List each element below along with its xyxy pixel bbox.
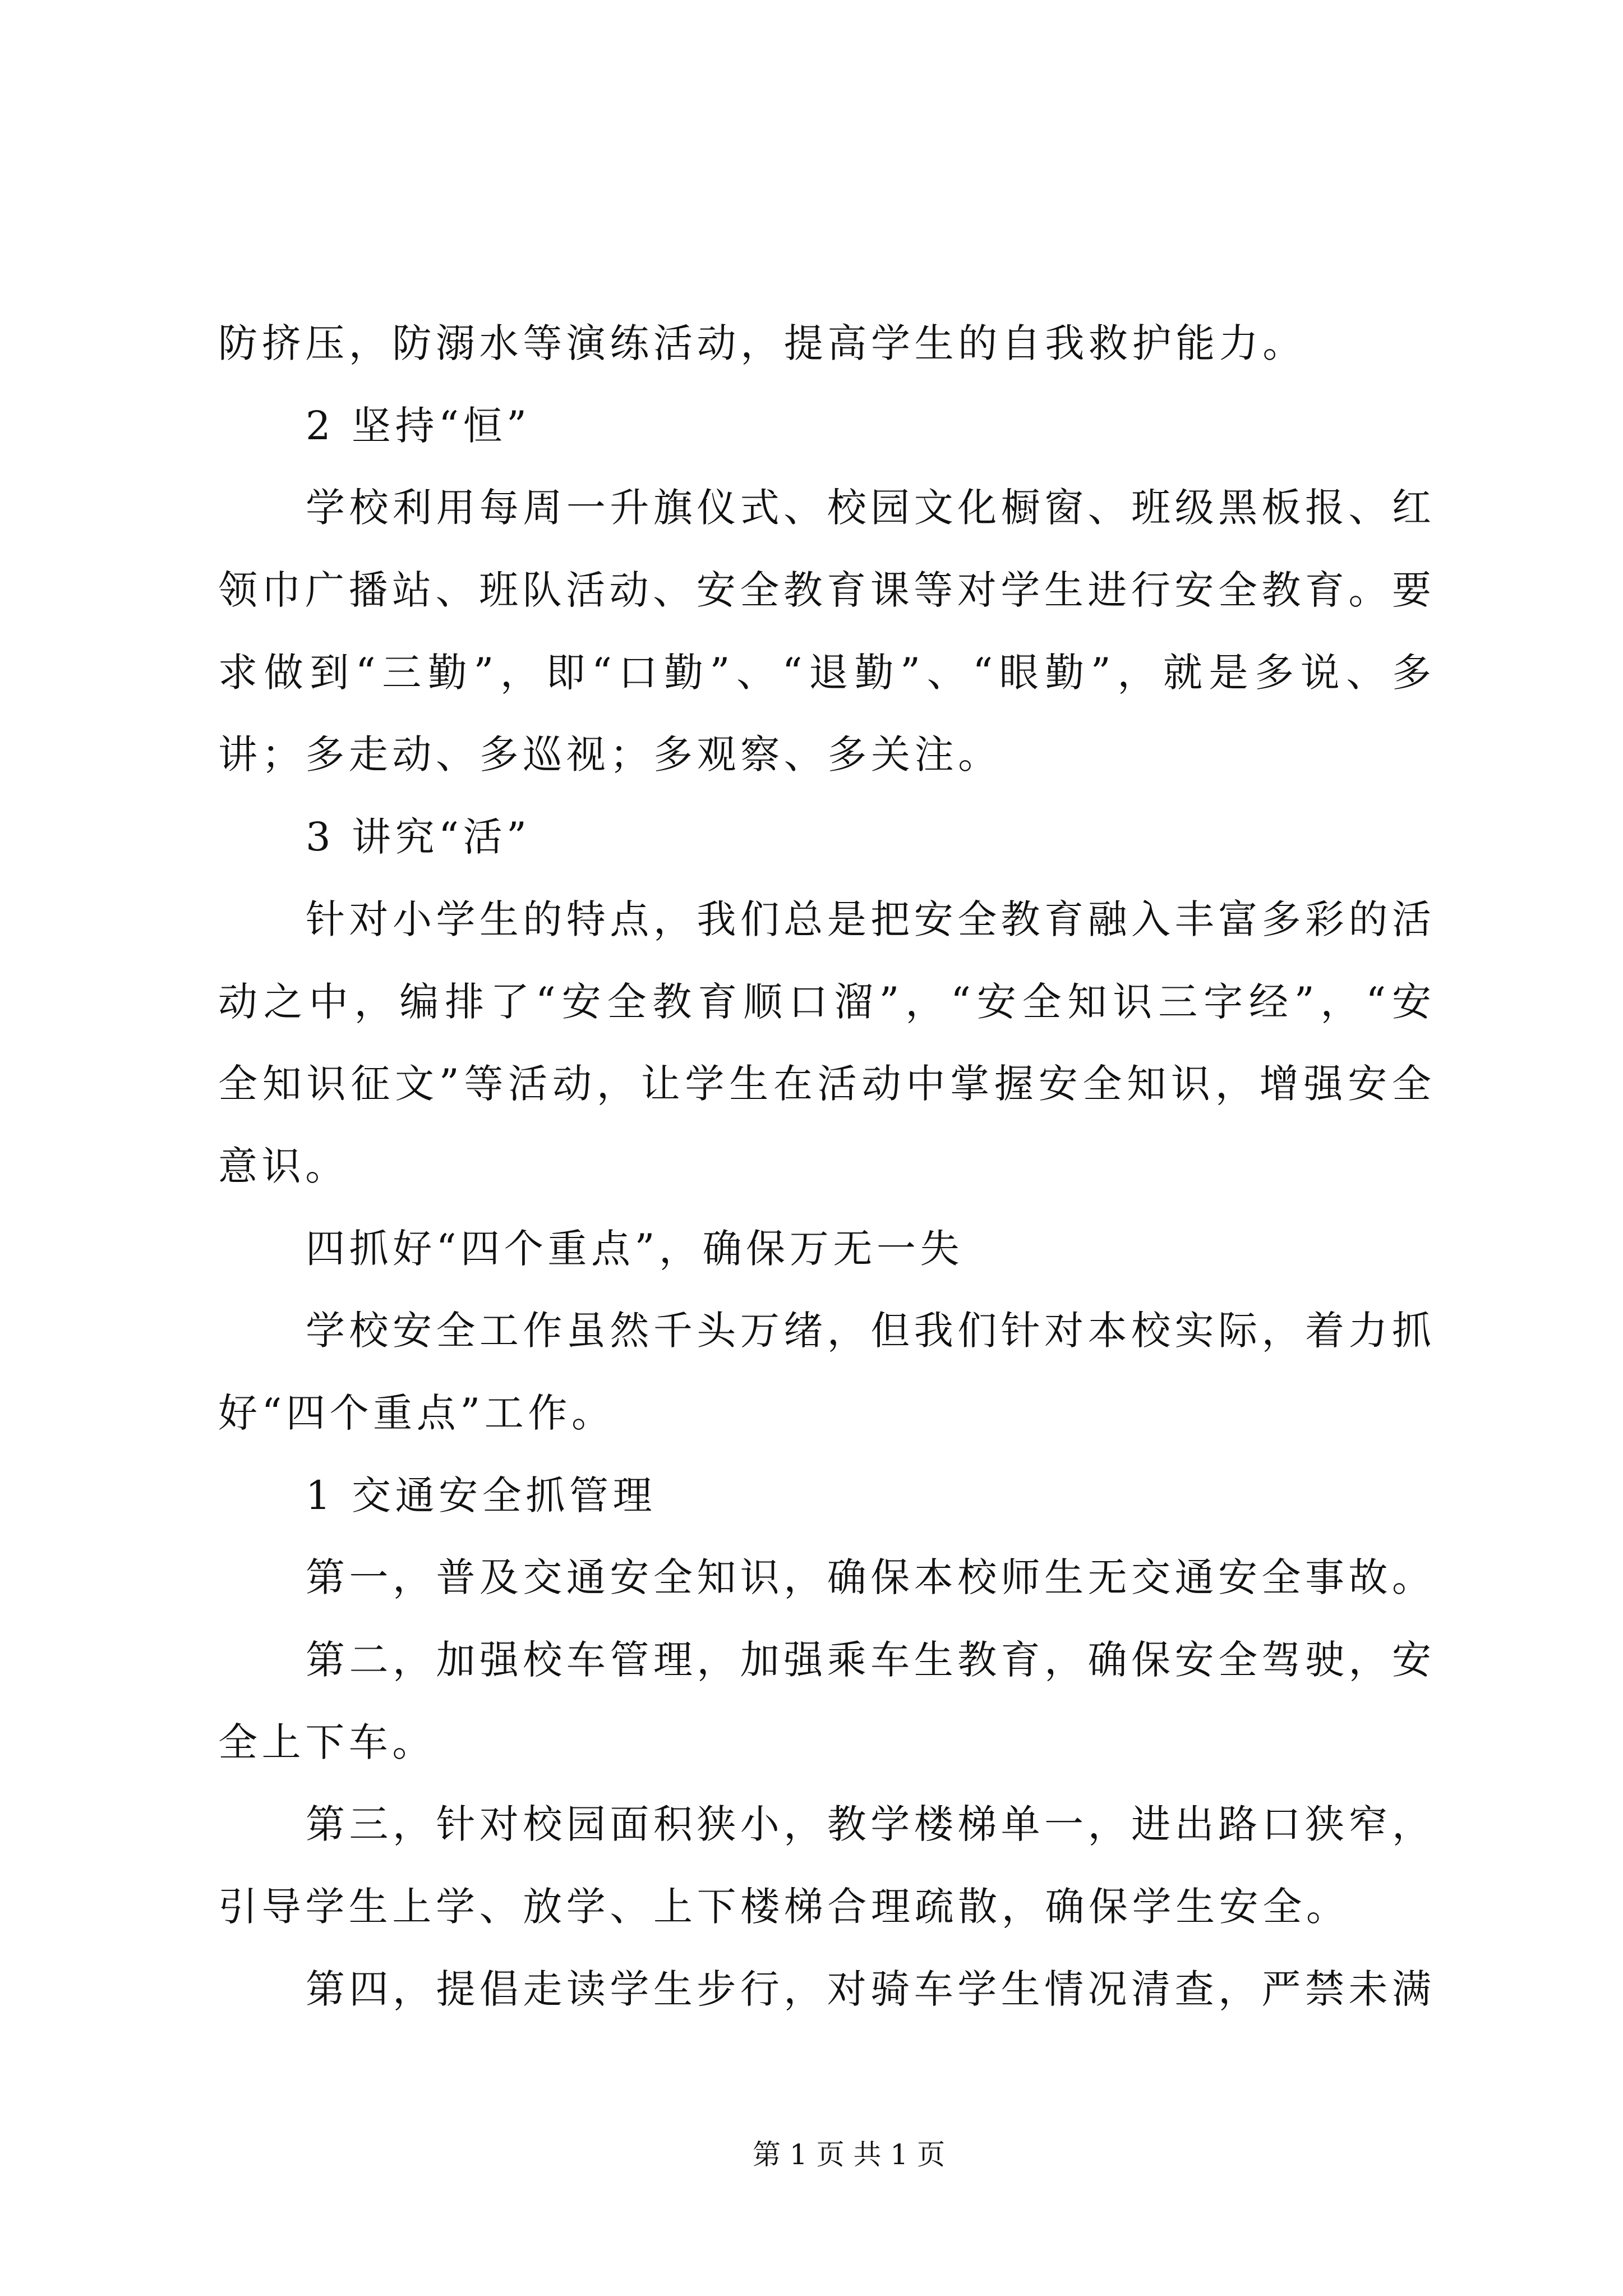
- section-heading: [218, 1455, 1431, 1537]
- paragraph: [218, 1948, 1431, 2031]
- text-line: 好“四个重点”工作。: [218, 1389, 615, 1436]
- text-line: 针对小学生的特点，我们总是把安全教育融入丰富多彩的活: [306, 896, 1431, 942]
- page-footer: 第 1 页 共 1 页: [753, 2138, 946, 2171]
- text-line: 学校利用每周一升旗仪式、校园文化橱窗、班级黑板报、红: [306, 485, 1431, 531]
- paragraph: [218, 1290, 1431, 1454]
- text-line: 防挤压，防溺水等演练活动，提高学生的自我救护能力。: [218, 320, 1306, 366]
- text-line: 动之中，编排了“安全教育顺口溜”，“安全知识三字经”，“安: [218, 978, 1431, 1025]
- text-line: 全上下车。: [218, 1719, 436, 1765]
- document-body: [218, 302, 1431, 2030]
- text-line: 意识。: [218, 1143, 349, 1189]
- text-line: 第一，普及交通安全知识，确保本校师生无交通安全事故。: [306, 1554, 1431, 1601]
- heading-line: 2 坚持“恒”: [306, 402, 531, 449]
- paragraph: [218, 1783, 1431, 1948]
- text-line: 全知识征文”等活动，让学生在活动中掌握安全知识，增强安全: [218, 1061, 1431, 1107]
- section-heading: [218, 796, 1431, 878]
- text-line: 第二，加强校车管理，加强乘车生教育，确保安全驾驶，安: [306, 1637, 1431, 1683]
- paragraph: [218, 302, 1431, 385]
- paragraph: [218, 878, 1431, 1208]
- text-line: 引导学生上学、放学、上下楼梯合理疏散，确保学生安全。: [218, 1884, 1350, 1930]
- section-heading: [218, 385, 1431, 467]
- text-line: 第三，针对校园面积狭小，教学楼梯单一，进出路口狭窄，: [306, 1801, 1431, 1848]
- text-line: 领巾广播站、班队活动、安全教育课等对学生进行安全教育。要: [218, 567, 1431, 614]
- text-line: 求做到“三勤”，即“口勤”、“退勤”、“眼勤”，就是多说、多: [218, 649, 1431, 696]
- text-line: 讲；多走动、多巡视；多观察、多关注。: [218, 731, 1002, 778]
- heading-line: 四抓好“四个重点”，确保万无一失: [306, 1225, 964, 1272]
- text-line: 第四，提倡走读学生步行，对骑车学生情况清查，严禁未满: [306, 1966, 1431, 2012]
- paragraph: [218, 467, 1431, 796]
- paragraph: [218, 1619, 1431, 1783]
- heading-line: 1 交通安全抓管理: [306, 1472, 657, 1519]
- heading-line: 3 讲究“活”: [306, 814, 531, 861]
- section-heading: [218, 1208, 1431, 1290]
- text-line: 学校安全工作虽然千头万绪，但我们针对本校实际，着力抓: [306, 1308, 1431, 1354]
- paragraph: [218, 1536, 1431, 1619]
